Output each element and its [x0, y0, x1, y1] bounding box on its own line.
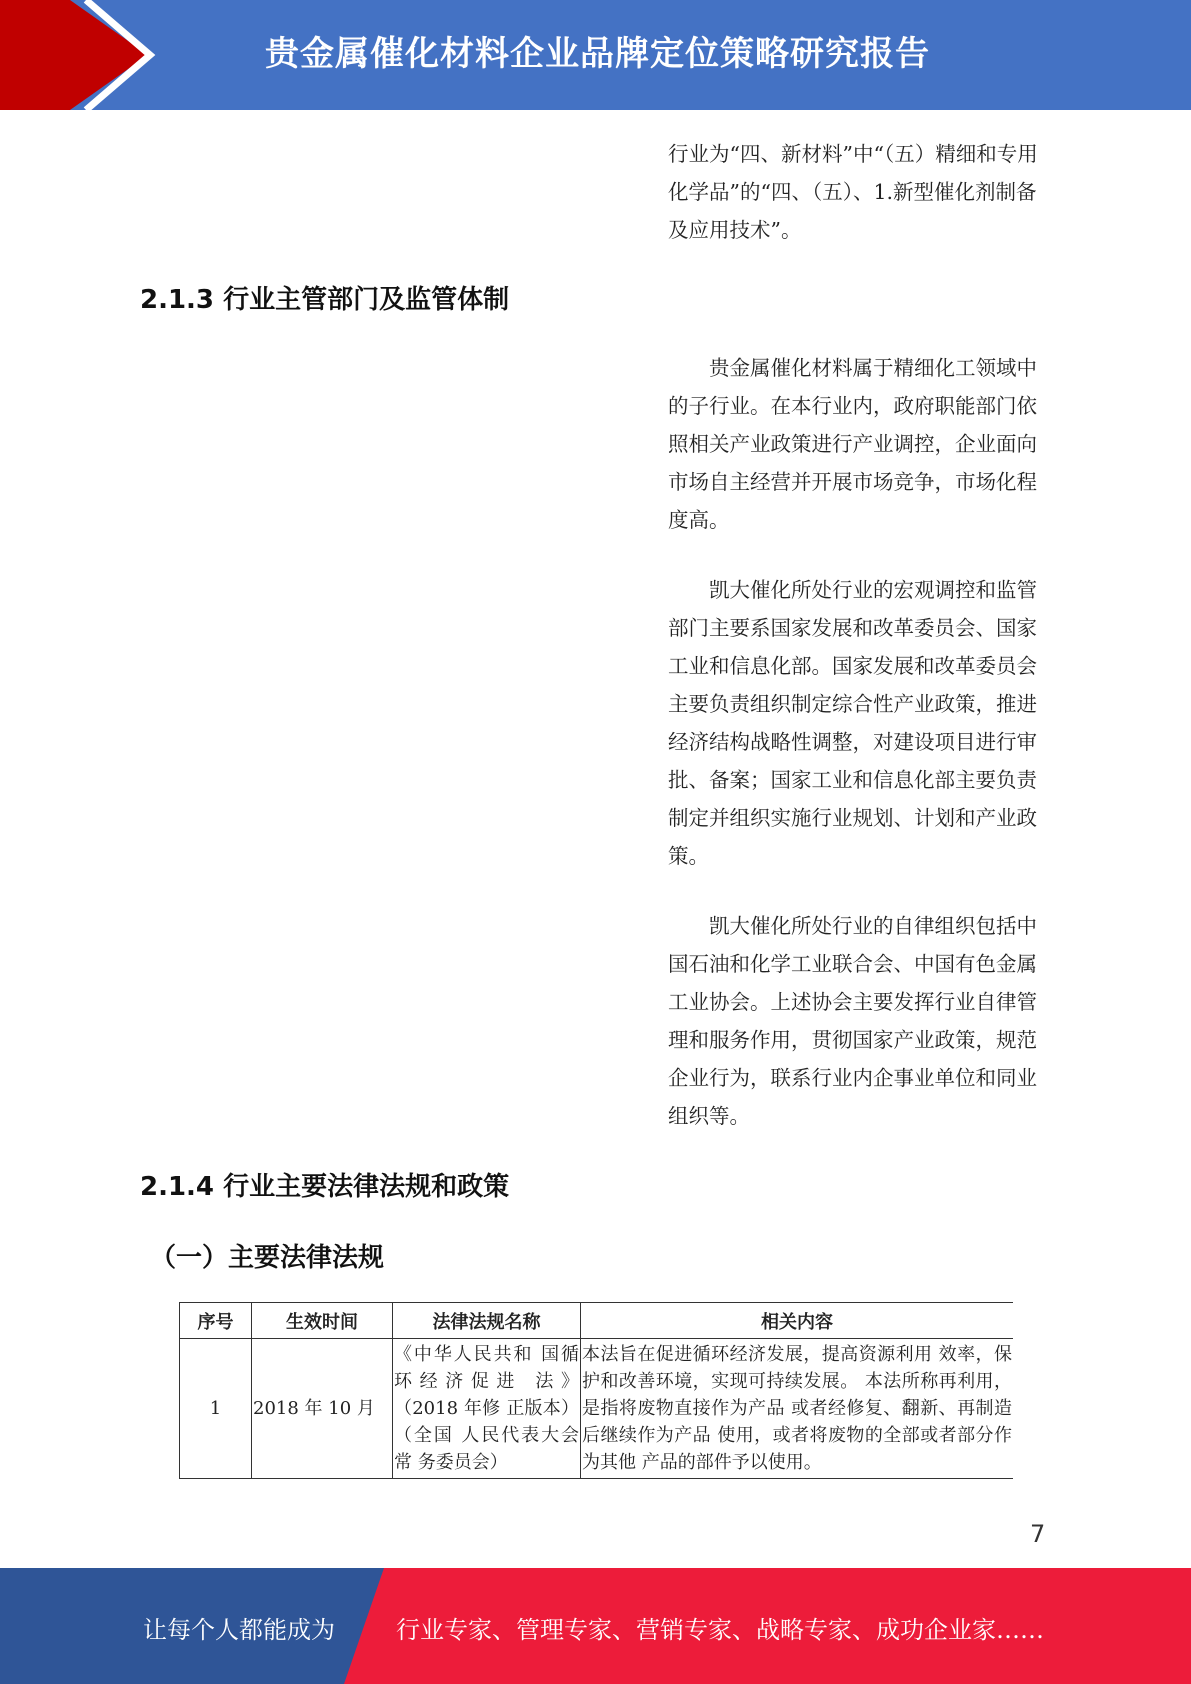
footer-slogan-left: 让每个人都能成为 — [143, 1616, 335, 1644]
section-2-1-4-heading: 2.1.4 行业主要法律法规和政策 — [140, 1172, 510, 1202]
cell-date: 2018 年 10 月 — [252, 1339, 393, 1479]
intro-paragraph: 行业为“四、新材料”中“（五）精细和专用化学品”的“四、（五）、1.新型催化剂制备及应用技术”。 — [668, 142, 1038, 242]
cell-number: 1 — [180, 1339, 252, 1479]
section-2-1-3-paragraph-1: 贵金属催化材料属于精细化工领域中的子行业。在本行业内，政府职能部门依照相关产业政策进行产业调控，企业面向市场自主经营并开展市场竞争，市场化程度高。 — [668, 356, 1037, 532]
page-header — [0, 0, 1191, 110]
page-footer — [0, 1568, 1191, 1684]
section-2-1-3-paragraph-3: 凯大催化所处行业的自律组织包括中国石油和化学工业联合会、中国有色金属工业协会。上述协会主要发挥行业自律管理和服务作用，贯彻国家产业政策，规范企业行为，联系行业内企事业单位和同业组织等。 — [668, 914, 1037, 1128]
report-title: 贵金属催化材料企业品牌定位策略研究报告 — [265, 34, 930, 74]
column-header-date: 生效时间 — [252, 1303, 393, 1339]
column-header-law-name: 法律法规名称 — [393, 1303, 581, 1339]
laws-subheading: （一）主要法律法规 — [150, 1243, 385, 1273]
section-2-1-3-heading: 2.1.3 行业主管部门及监管体制 — [140, 285, 510, 315]
page-number: 7 — [1030, 1520, 1046, 1548]
table-row — [180, 1339, 1014, 1479]
cell-content: 本法旨在促进循环经济发展，提高资源利用 效率，保护和改善环境，实现可持续发展。 本法所称再利用，是指将废物直接作为产品 或者经修复、翻新、再制造后继续作为产品 使用，或者将废物的全部或者部分作为其他 产品的部件予以使用。 — [581, 1339, 1014, 1479]
footer-slogan-right: 行业专家、管理专家、营销专家、战略专家、成功企业家…… — [396, 1616, 1044, 1644]
section-2-1-3-paragraph-2: 凯大催化所处行业的宏观调控和监管部门主要系国家发展和改革委员会、国家工业和信息化部。国家发展和改革委员会主要负责组织制定综合性产业政策，推进经济结构战略性调整，对建设项目进行审批、备案；国家工业和信息化部主要负责制定并组织实施行业规划、计划和产业政策。 — [668, 578, 1037, 868]
laws-table — [179, 1302, 1013, 1479]
laws-table-container — [179, 1302, 1013, 1501]
column-header-content: 相关内容 — [581, 1303, 1014, 1339]
table-header-row — [180, 1303, 1014, 1339]
cell-law-name: 《中华人民共和 国循环经济促进 法》（2018 年修 正版本）（全国 人民代表大会常 务委员会） — [393, 1339, 581, 1479]
column-header-number: 序号 — [180, 1303, 252, 1339]
